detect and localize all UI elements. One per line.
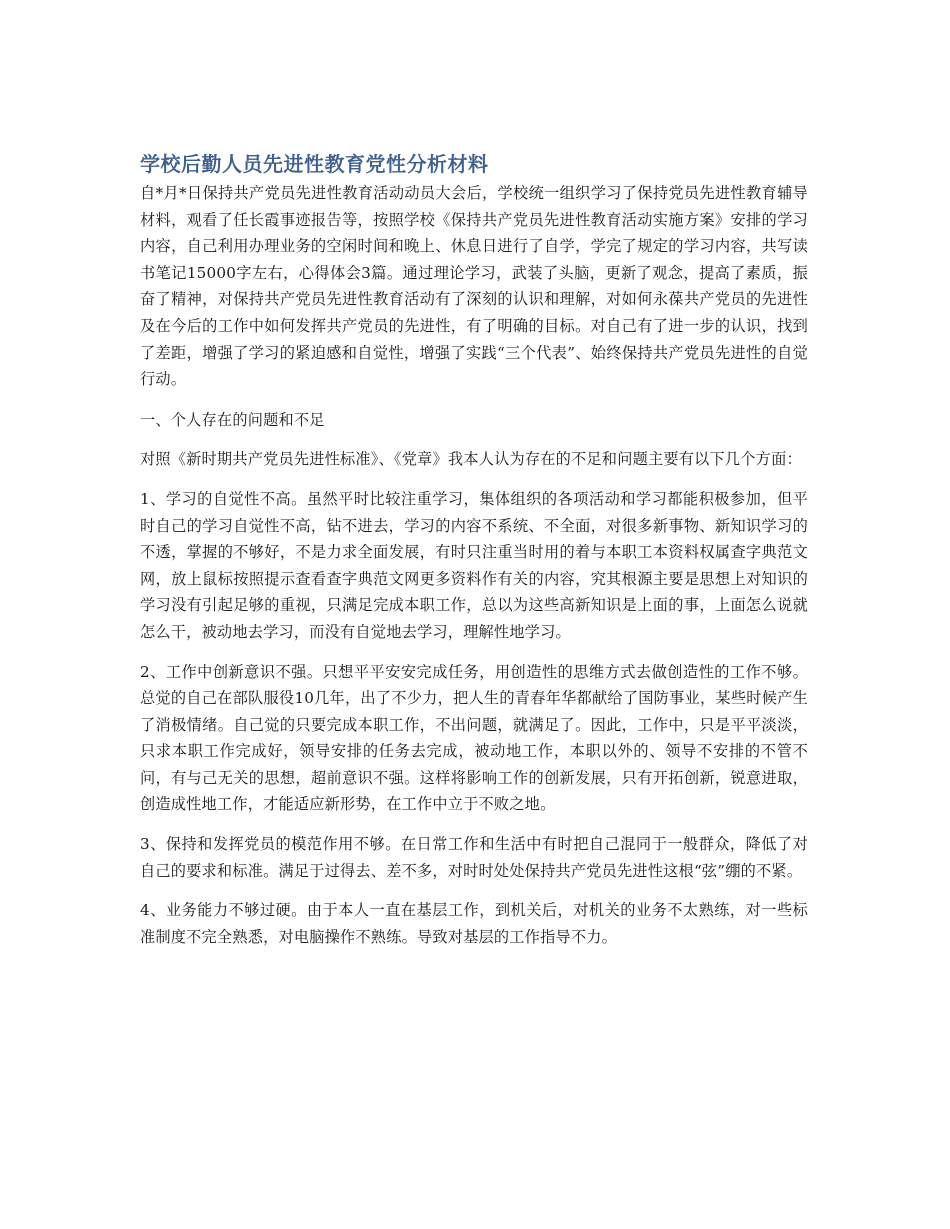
document-page xyxy=(140,150,808,963)
issue-paragraph-4: 4、业务能力不够过硬。由于本人一直在基层工作，到机关后，对机关的业务不太熟练，对一些标准制度不完全熟悉，对电脑操作不熟练。导致对基层的工作指导不力。 xyxy=(140,901,808,946)
intro-paragraph: 自*月*日保持共产党员先进性教育活动动员大会后，学校统一组织学习了保持党员先进性教育辅导材料，观看了任长霞事迹报告等，按照学校《保持共产党员先进性教育活动实施方案》安排的学习内容，自己利用办理业务的空闲时间和晚上、休息日进行了自学，学完了规定的学习内容，共写读书笔记15000字左右，心得体会3篇。通过理论学习，武装了头脑，更新了观念，提高了素质，振奋了精神，对保持共产党员先进性教育活动有了深刻的认识和理解，对如何永葆共产党员的先进性及在今后的工作中如何发挥共产党员的先进性，有了明确的目标。对自己有了进一步的认识，找到了差距，增强了学习的紧迫感和自觉性，增强了实践“三个代表”、始终保持共产党员先进性的自觉行动。 xyxy=(140,184,808,389)
document-title: 学校后勤人员先进性教育党性分析材料 xyxy=(140,152,489,176)
issue-paragraph-3: 3、保持和发挥党员的模范作用不够。在日常工作和生活中有时把自己混同于一般群众，降低了对自己的要求和标准。满足于过得去、差不多，对时时处处保持共产党员先进性这根“弦”绷的不紧。 xyxy=(140,835,808,880)
section-intro-paragraph: 对照《新时期共产党员先进性标准》、《党章》我本人认为存在的不足和问题主要有以下几个方面： xyxy=(140,450,802,469)
issue-paragraph-2: 2、工作中创新意识不强。只想平平安安完成任务，用创造性的思维方式去做创造性的工作不够。总觉的自己在部队服役10几年，出了不少力，把人生的青春年华都献给了国防事业，某些时候产生了消极情绪。自己觉的只要完成本职工作，不出问题，就满足了。因此，工作中，只是平平淡淡，只求本职工作完成好，领导安排的任务去完成，被动地工作，本职以外的、领导不安排的不管不问，有与己无关的思想，超前意识不强。这样将影响工作的创新发展，只有开拓创新，锐意进取，创造成性地工作，才能适应新形势，在工作中立于不败之地。 xyxy=(140,662,808,814)
section-heading: 一、个人存在的问题和不足 xyxy=(140,410,325,429)
issue-paragraph-1: 1、学习的自觉性不高。虽然平时比较注重学习，集体组织的各项活动和学习都能积极参加，但平时自己的学习自觉性不高，钻不进去，学习的内容不系统、不全面，对很多新事物、新知识学习的不透，掌握的不够好，不是力求全面发展，有时只注重当时用的着与本职工本资料权属查字典范文网，放上鼠标按照提示查看查字典范文网更多资料作有关的内容，究其根源主要是思想上对知识的学习没有引起足够的重视，只满足完成本职工作，总以为这些高新知识是上面的事，上面怎么说就怎么干，被动地去学习，而没有自觉地去学习，理解性地学习。 xyxy=(140,489,808,641)
